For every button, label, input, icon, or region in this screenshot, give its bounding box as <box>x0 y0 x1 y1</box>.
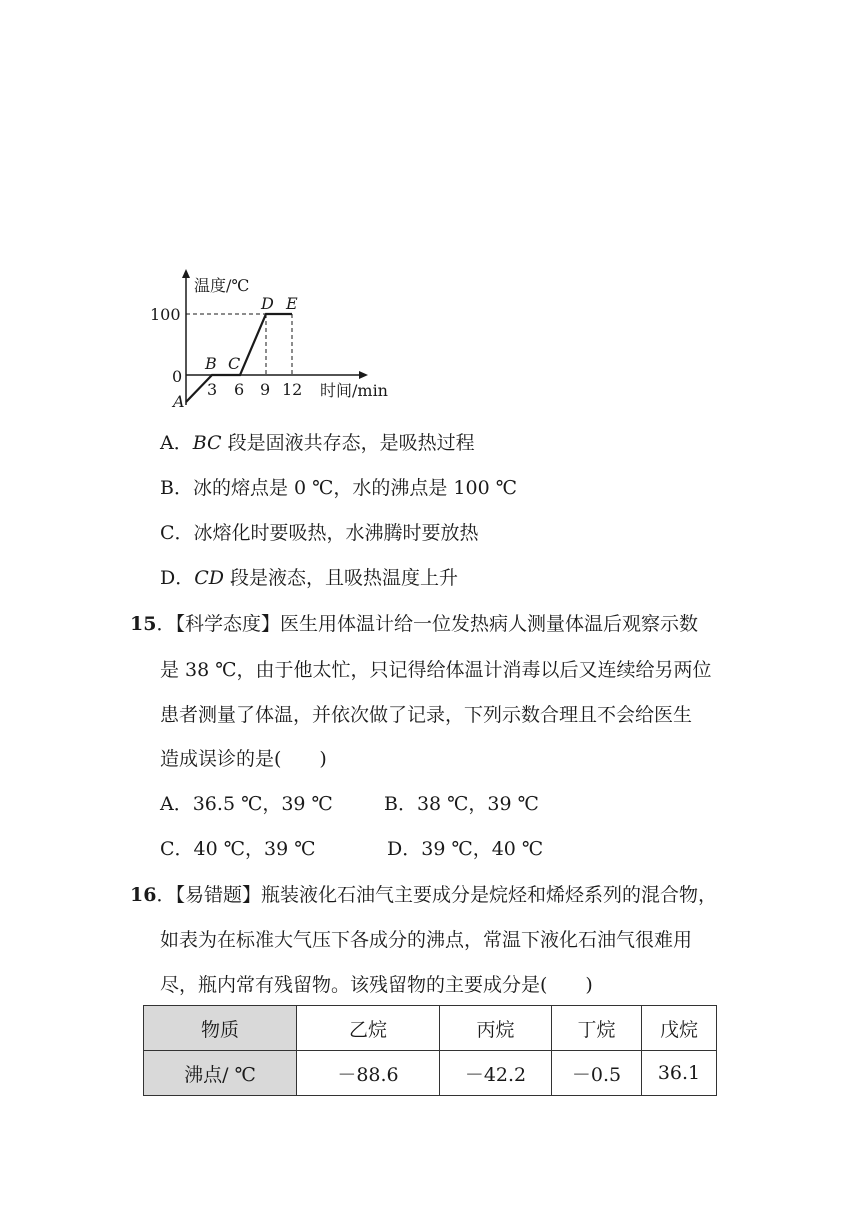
y-axis-arrow <box>182 269 190 278</box>
table-cell: －0.5 <box>552 1051 642 1096</box>
x-tick-9: 9 <box>260 380 271 399</box>
q16-line-1: 16．【易错题】瓶装液化石油气主要成分是烷烃和烯烃系列的混合物， <box>130 884 717 906</box>
q15-number: 15 <box>130 613 157 635</box>
q14-option-b: B．冰的熔点是 0 ℃，水的沸点是 100 ℃ <box>160 477 517 499</box>
q15-line-3: 患者测量了体温，并依次做了记录，下列示数合理且不会给医生 <box>160 704 693 726</box>
table-cell: 乙烷 <box>297 1006 440 1051</box>
q15-option-a: A．36.5 ℃，39 ℃ <box>160 793 333 815</box>
q15-tag: 【科学态度】 <box>175 613 280 635</box>
table-cell: 物质 <box>144 1006 297 1051</box>
point-b: B <box>205 354 217 373</box>
table-cell: 丙烷 <box>440 1006 552 1051</box>
q15-option-c: C．40 ℃，39 ℃ <box>160 838 316 860</box>
table-cell: 36.1 <box>642 1051 717 1096</box>
boiling-point-table <box>143 1005 717 1096</box>
q14-option-c: C．冰熔化时要吸热，水沸腾时要放热 <box>160 522 479 544</box>
table-cell: －88.6 <box>297 1051 440 1096</box>
point-c: C <box>228 354 241 373</box>
q15-line-4: 造成误诊的是( ) <box>160 748 327 770</box>
q15-line-2: 是 38 ℃，由于他太忙，只记得给体温计消毒以后又连续给另两位 <box>160 659 712 681</box>
y-tick-0: 0 <box>172 367 183 386</box>
x-axis-label: 时间/min <box>320 381 388 400</box>
point-e: E <box>286 294 298 313</box>
temperature-time-graph <box>150 265 400 415</box>
table-row <box>144 1051 717 1096</box>
q16-tag: 【易错题】 <box>175 884 261 906</box>
table-cell: －42.2 <box>440 1051 552 1096</box>
q14-option-a: A．BC 段是固液共存态，是吸热过程 <box>160 432 475 454</box>
y-axis-label: 温度/℃ <box>194 276 250 295</box>
x-axis-arrow <box>359 371 368 379</box>
y-tick-100: 100 <box>150 305 181 324</box>
x-tick-3: 3 <box>207 380 218 399</box>
x-tick-12: 12 <box>282 380 303 399</box>
table-cell: 沸点/ ℃ <box>144 1051 297 1096</box>
table-cell: 丁烷 <box>552 1006 642 1051</box>
table-header-row <box>144 1006 717 1051</box>
x-tick-6: 6 <box>234 380 245 399</box>
q16-line-2: 如表为在标准大气压下各成分的沸点，常温下液化石油气很难用 <box>160 929 693 951</box>
q15-line-1: 15．【科学态度】医生用体温计给一位发热病人测量体温后观察示数 <box>130 613 698 635</box>
point-d: D <box>261 294 274 313</box>
q16-number: 16 <box>130 884 157 906</box>
table-cell: 戊烷 <box>642 1006 717 1051</box>
point-a: A <box>173 392 185 411</box>
q15-option-d: D．39 ℃，40 ℃ <box>387 838 544 860</box>
q14-option-d: D．CD 段是液态，且吸热温度上升 <box>160 567 459 589</box>
q16-line-3: 尽，瓶内常有残留物。该残留物的主要成分是( ) <box>160 974 593 996</box>
q15-option-b: B．38 ℃，39 ℃ <box>384 793 539 815</box>
